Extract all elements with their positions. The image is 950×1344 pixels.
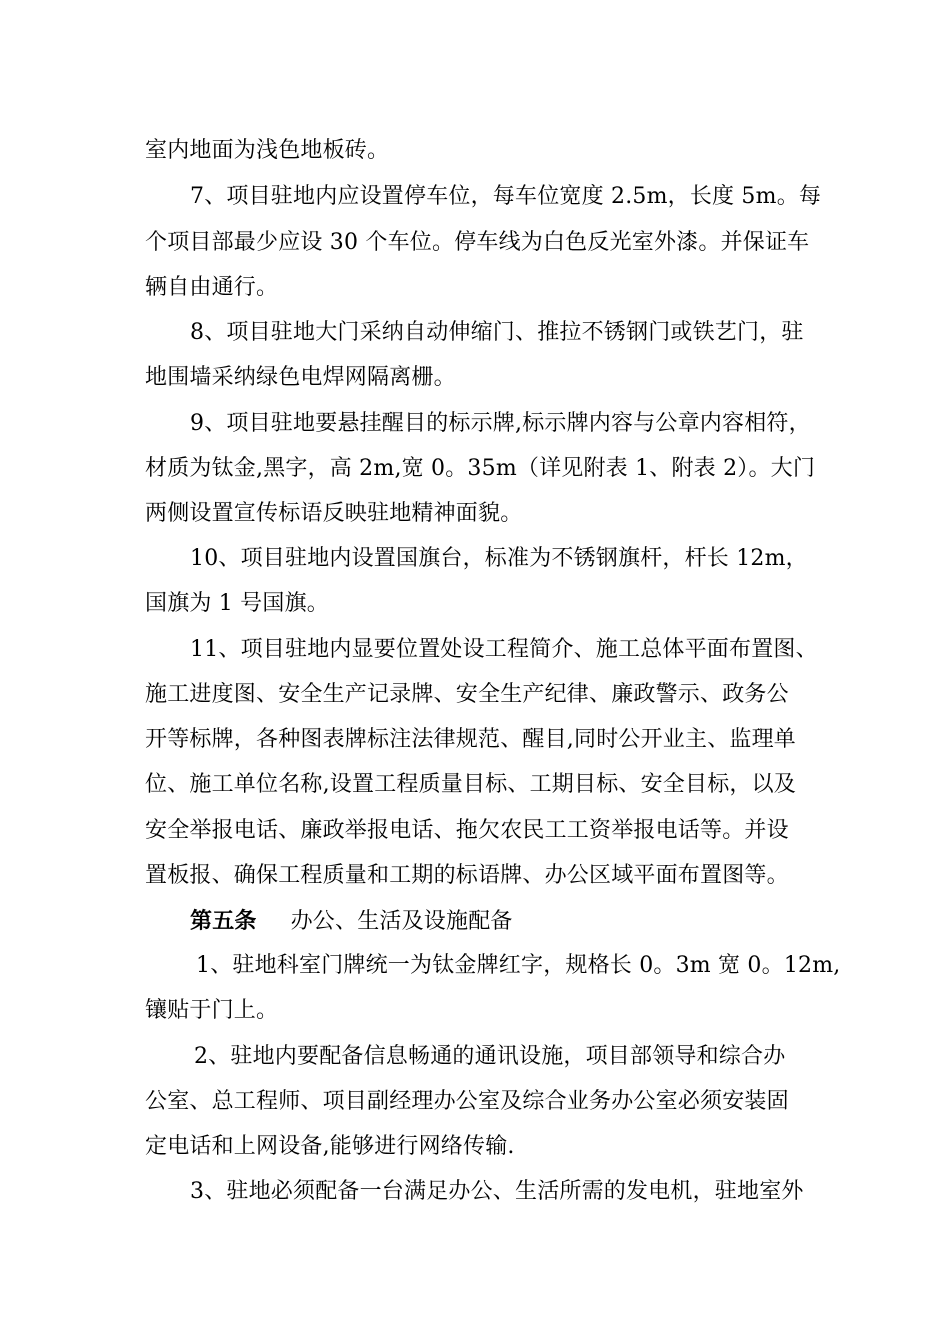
- text-line: 8、项目驻地大门采纳自动伸缩门、推拉不锈钢门或铁艺门，驻: [190, 320, 804, 345]
- text-line: 镶贴于门上。: [145, 998, 279, 1023]
- text-line: 两侧设置宣传标语反映驻地精神面貌。: [145, 501, 523, 526]
- text-line: 置板报、确保工程质量和工期的标语牌、办公区域平面布置图等。: [145, 863, 789, 888]
- text-line: 9、项目驻地要悬挂醒目的标示牌,标示牌内容与公章内容相符，: [190, 411, 811, 436]
- text-line: 材质为钛金,黑字，高 2m,宽 0。35m（详见附表 1、附表 2）。大门: [145, 456, 816, 481]
- text-line: 施工进度图、安全生产记录牌、安全生产纪律、廉政警示、政务公: [145, 682, 789, 707]
- text-line: 3、驻地必须配备一台满足办公、生活所需的发电机，驻地室外: [190, 1179, 804, 1204]
- text-line: 定电话和上网设备,能够进行网络传输.: [145, 1134, 515, 1159]
- text-line: 安全举报电话、廉政举报电话、拖欠农民工工资举报电话等。并设: [145, 818, 789, 843]
- text-line: 1、驻地科室门牌统一为钛金牌红字，规格长 0。3m 宽 0。12m,: [196, 953, 841, 978]
- section-title: 办公、生活及设施配备: [290, 909, 513, 934]
- text-line: 10、项目驻地内设置国旗台，标准为不锈钢旗杆，杆长 12m，: [190, 546, 808, 571]
- text-line: 个项目部最少应设 30 个车位。停车线为白色反光室外漆。并保证车: [145, 230, 810, 255]
- text-line: 位、施工单位名称,设置工程质量目标、工期目标、安全目标，以及: [145, 772, 796, 797]
- section-heading: [190, 901, 950, 941]
- text-line: 国旗为 1 号国旗。: [145, 591, 329, 616]
- text-line: 11、项目驻地内显要位置处设工程简介、施工总体平面布置图、: [190, 637, 818, 662]
- text-line: 7、项目驻地内应设置停车位，每车位宽度 2.5m，长度 5m。每: [190, 184, 822, 209]
- text-line: 开等标牌，各种图表牌标注法律规范、醒目,同时公开业主、监理单: [145, 727, 796, 752]
- text-line: 公室、总工程师、项目副经理办公室及综合业务办公室必须安装固: [145, 1089, 789, 1114]
- text-line: 辆自由通行。: [145, 275, 279, 300]
- text-line: 2、驻地内要配备信息畅通的通讯设施，项目部领导和综合办: [194, 1044, 786, 1069]
- text-line: 地围墙采纳绿色电焊网隔离栅。: [145, 365, 456, 390]
- text-line: 室内地面为浅色地板砖。: [145, 138, 390, 163]
- article-label: 第五条: [190, 908, 257, 934]
